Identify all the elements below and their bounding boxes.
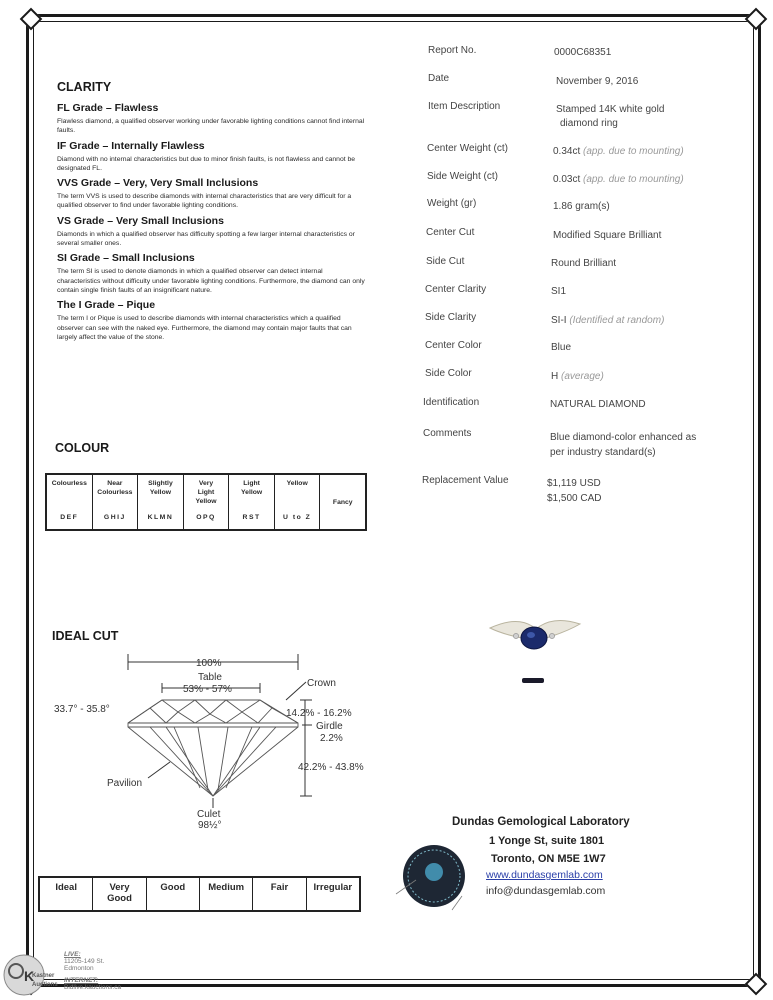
lab-email[interactable]: info@dundasgemlab.com <box>486 885 606 897</box>
clarity-grade <box>57 140 367 174</box>
seal-emblem <box>425 863 443 881</box>
identification-value: NATURAL DIAMOND <box>550 399 646 410</box>
live-label: LIVE: <box>64 951 81 958</box>
lab-address: 1 Yonge St, suite 1801 <box>489 835 605 847</box>
replacement-value-label: Replacement Value <box>422 475 509 486</box>
culet-label: Culet <box>197 809 221 820</box>
colour-grade: RST <box>242 514 261 521</box>
grade-title: VS Grade – Very Small Inclusions <box>57 214 224 227</box>
side-color-value: H (average) <box>551 371 604 382</box>
center-cut-label: Center Cut <box>426 227 475 238</box>
side-clarity-note: (Identified at random) <box>569 315 665 326</box>
clarity-grade <box>57 102 367 136</box>
live-address-line2: Edmonton <box>64 965 94 972</box>
center-weight-note: (app. due to mounting) <box>583 146 684 157</box>
side-color-note: (average) <box>561 371 604 382</box>
colour-cell <box>275 475 321 529</box>
colour-cell-fancy <box>320 475 365 529</box>
clarity-grade <box>57 252 367 295</box>
grade-description: The term I or Pique is used to describe diamonds with internal characteristics which a qualified observer can see with the naked eye. Furthermore, the diamond may contain major faults that can largely affect the value of the stone. <box>57 315 352 341</box>
clarity-title: CLARITY <box>57 80 112 94</box>
colour-name: Slightly Yellow <box>148 480 173 496</box>
cut-grade-cell: Good <box>147 878 200 910</box>
culet-value-label: 98½° <box>198 820 222 831</box>
grade-title: IF Grade – Internally Flawless <box>57 139 205 152</box>
grade-description: Flawless diamond, a qualified observer working under favorable lighting conditions cannot find internal faults. <box>57 118 365 135</box>
colour-scale-table <box>45 473 367 531</box>
crown-facets-lower <box>150 708 272 723</box>
width-percent-label: 100% <box>196 658 222 669</box>
center-weight-label: Center Weight (ct) <box>427 143 508 154</box>
grade-title: VVS Grade – Very, Very Small Inclusions <box>57 177 259 190</box>
cut-grade-cell: Fair <box>253 878 306 910</box>
center-cut-value: Modified Square Brilliant <box>553 230 662 241</box>
center-color-label: Center Color <box>425 340 482 351</box>
table-range-label: 53% - 57% <box>183 684 232 695</box>
gem-highlight <box>527 632 535 638</box>
cut-grade-cell: Ideal <box>40 878 93 910</box>
watermark-internet <box>64 977 121 991</box>
cut-grade-cell: Very Good <box>93 878 146 910</box>
auction-logo <box>2 953 62 997</box>
pavilion-facet <box>166 727 213 796</box>
side-diamond <box>513 633 518 638</box>
clarity-section <box>57 80 367 346</box>
crown-angle-label: 33.7° - 35.8° <box>54 704 110 715</box>
colour-grade: DEF <box>60 514 79 521</box>
report-no-value: 0000C68351 <box>554 47 612 58</box>
comments-value-line2: per industry standard(s) <box>550 447 656 458</box>
replacement-value-usd: $1,119 USD <box>547 478 601 489</box>
comments-value: Blue diamond-color enhanced as <box>550 432 697 443</box>
date-value: November 9, 2016 <box>556 76 639 87</box>
clarity-grade <box>57 177 367 211</box>
colour-grade: KLMN <box>147 514 174 521</box>
colour-cell <box>138 475 184 529</box>
side-cut-value: Round Brilliant <box>551 258 617 269</box>
side-clarity-label: Side Clarity <box>425 312 477 323</box>
live-address-line1: 11205-149 St. <box>64 958 105 965</box>
diamond-profile <box>128 700 298 796</box>
logo-letter: K <box>24 968 35 984</box>
cut-grade-cell: Medium <box>200 878 253 910</box>
colour-cell <box>47 475 93 529</box>
watermark-live <box>64 951 104 972</box>
side-color-label: Side Color <box>425 368 472 379</box>
lab-city: Toronto, ON M5E 1W7 <box>491 853 606 865</box>
colour-title: COLOUR <box>55 441 110 455</box>
side-diamond <box>549 633 554 638</box>
crown-label: Crown <box>307 678 336 689</box>
grade-description: The term VVS is used to describe diamonds with internal characteristics that are very difficult for a qualified observer to find under favorable lighting conditions. <box>57 193 352 210</box>
cut-grade-cell: Irregular <box>313 882 353 893</box>
date-label: Date <box>428 73 450 84</box>
girdle-label: Girdle <box>316 721 343 732</box>
logo-text-bottom: Auctions <box>32 982 58 988</box>
side-weight-label: Side Weight (ct) <box>427 171 498 182</box>
center-clarity-label: Center Clarity <box>425 284 487 295</box>
colour-name: Very Light Yellow <box>195 480 217 505</box>
colour-name: Near Colourless <box>97 480 133 496</box>
side-cut-label: Side Cut <box>426 256 465 267</box>
center-color-value: Blue <box>551 342 572 353</box>
ideal-cut-title: IDEAL CUT <box>52 629 119 643</box>
crown-height-label: 14.2% - 16.2% <box>286 708 352 719</box>
colour-name: Light Yellow <box>241 480 263 496</box>
side-clarity-value: SI-I (Identified at random) <box>551 315 665 326</box>
weight-value: 1.86 gram(s) <box>553 201 610 212</box>
table-label: Table <box>198 672 222 683</box>
girdle-value-label: 2.2% <box>320 733 343 744</box>
center-clarity-value: SI1 <box>551 286 567 297</box>
colour-grade: OPQ <box>196 514 216 521</box>
colour-name: Fancy <box>332 498 353 506</box>
item-description-label: Item Description <box>428 101 501 112</box>
grade-description: The term SI is used to denote diamonds in which a qualified observer can detect internal characteristics without difficulty under favorable lighting conditions. Furthermore, the diamond can only contain single finish faults of an insignificant nature. <box>57 268 365 294</box>
clarity-grade <box>57 215 367 249</box>
pavilion-pointer <box>148 762 170 778</box>
blue-diamond <box>521 627 547 649</box>
ring-shadow <box>522 678 544 683</box>
report-no-label: Report No. <box>428 45 477 56</box>
lab-website-link[interactable]: www.dundasgemlab.com <box>486 869 603 881</box>
weight-label: Weight (gr) <box>427 198 477 209</box>
ideal-cut-diagram <box>50 648 370 838</box>
lab-name: Dundas Gemological Laboratory <box>452 816 630 828</box>
internet-url[interactable]: Bidlive.kauctions.ca <box>64 984 122 991</box>
pavilion-facet <box>213 727 260 796</box>
diamond-outline <box>128 700 298 796</box>
pavilion-label: Pavilion <box>107 778 143 789</box>
grade-title: FL Grade – Flawless <box>57 102 159 114</box>
item-description-value-line2: diamond ring <box>560 118 618 129</box>
grade-description: Diamonds in which a qualified observer has difficulty spotting a few larger internal characteristics or several smaller ones. <box>57 230 355 248</box>
pavilion-depth-label: 42.2% - 43.8% <box>298 762 364 773</box>
grade-title: The I Grade – Pique <box>57 299 156 312</box>
crown-pointer <box>286 682 306 700</box>
colour-cell <box>93 475 139 529</box>
clarity-grade <box>57 299 367 342</box>
center-weight-value: 0.34ct (app. due to mounting) <box>553 146 684 157</box>
colour-name: Colourless <box>51 480 87 487</box>
internet-label: INTERNET: <box>64 977 99 984</box>
grade-title: SI Grade – Small Inclusions <box>57 252 195 265</box>
grade-description: Diamond with no internal characteristics but due to minor finish faults, is not flawless and cannot be designated FL. <box>57 155 356 172</box>
cut-grade-table <box>38 876 361 912</box>
colour-cell <box>229 475 275 529</box>
colour-cell <box>184 475 230 529</box>
colour-grade: U to Z <box>283 514 312 521</box>
identification-label: Identification <box>423 397 480 408</box>
logo-text-top: Kastner <box>32 973 55 979</box>
item-description-value: Stamped 14K white gold <box>556 104 665 115</box>
ring-photo <box>486 606 584 692</box>
replacement-value-cad: $1,500 CAD <box>547 493 602 504</box>
colour-grade: GHIJ <box>103 514 126 521</box>
side-weight-value: 0.03ct (app. due to mounting) <box>553 174 684 185</box>
colour-name: Yellow <box>286 480 308 487</box>
side-weight-note: (app. due to mounting) <box>583 174 684 185</box>
lab-seal <box>392 834 476 918</box>
comments-label: Comments <box>423 428 472 439</box>
